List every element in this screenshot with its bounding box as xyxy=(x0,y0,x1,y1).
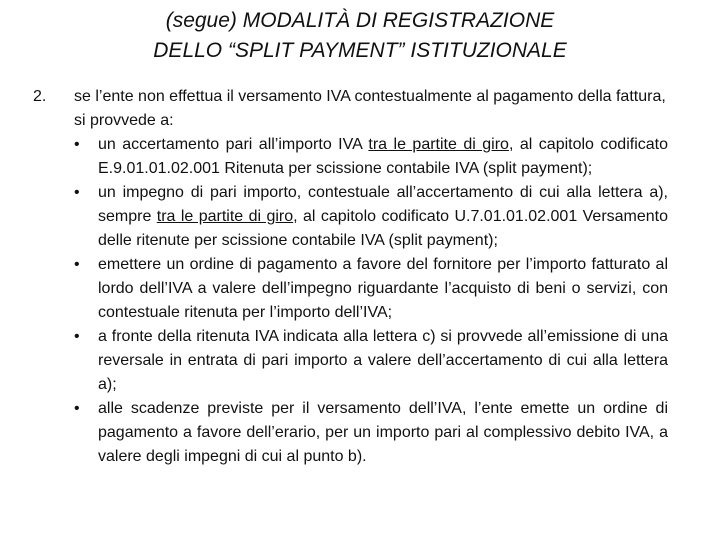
bullet-c-text: emettere un ordine di pagamento a favore del fornitore per l’importo fatturato al lordo dell’IVA a valere dell’impegno riguardante l’acquisto di beni o servizi, con contestuale ritenuta per l’importo dell’IVA; xyxy=(98,256,668,321)
bullet-list xyxy=(74,133,668,469)
bullet-icon: • xyxy=(74,184,80,201)
bullet-icon: • xyxy=(74,256,80,273)
bullet-b-text-post: , al capitolo codificato U.7.01.01.02.001 Versamento delle ritenute per scissione contabile IVA (split payment); xyxy=(98,208,669,249)
bullet-b-text-pre: un impegno di pari importo, contestuale all’accertamento di cui alla lettera a), sempre xyxy=(98,184,668,225)
bullet-e-text: alle scadenze previste per il versamento dell’IVA, l’ente emette un ordine di pagamento a favore dell’erario, per un importo pari al complessivo debito IVA, a valere degli impegni di cui al punto b). xyxy=(98,400,668,465)
bullet-icon: • xyxy=(74,136,80,153)
bullet-icon: • xyxy=(74,328,80,345)
bullet-item-e xyxy=(74,397,668,469)
bullet-a-text-post: , al capitolo codificato E.9.01.01.02.001 Ritenuta per scissione contabile IVA (split payment); xyxy=(98,136,669,177)
bullet-d-text: a fronte della ritenuta IVA indicata alla lettera c) si provvede all’emissione di una reversale in entrata di pari importo a valere dell’accertamento di cui alla lettera a); xyxy=(98,328,668,393)
bullet-item-c xyxy=(74,253,668,325)
title-line-1: (segue) MODALITÀ DI REGISTRAZIONE xyxy=(165,9,555,32)
title-line-2: DELLO “SPLIT PAYMENT” ISTITUZIONALE xyxy=(153,39,567,62)
bullet-item-a xyxy=(74,133,668,181)
bullet-a-text-pre: un accertamento pari all’importo IVA xyxy=(98,136,369,153)
bullet-a-underlined-text: tra le partite di giro xyxy=(368,136,509,153)
item-intro: se l’ente non effettua il versamento IVA contestualmente al pagamento della fattura, si provvede a: xyxy=(74,88,666,129)
slide-title xyxy=(0,6,720,66)
bullet-b-underlined-text: tra le partite di giro xyxy=(156,208,294,225)
item-body xyxy=(74,85,668,469)
bullet-item-d xyxy=(74,325,668,397)
bullet-icon: • xyxy=(74,400,80,417)
bullet-item-b xyxy=(74,181,668,253)
item-number: 2. xyxy=(33,88,47,105)
